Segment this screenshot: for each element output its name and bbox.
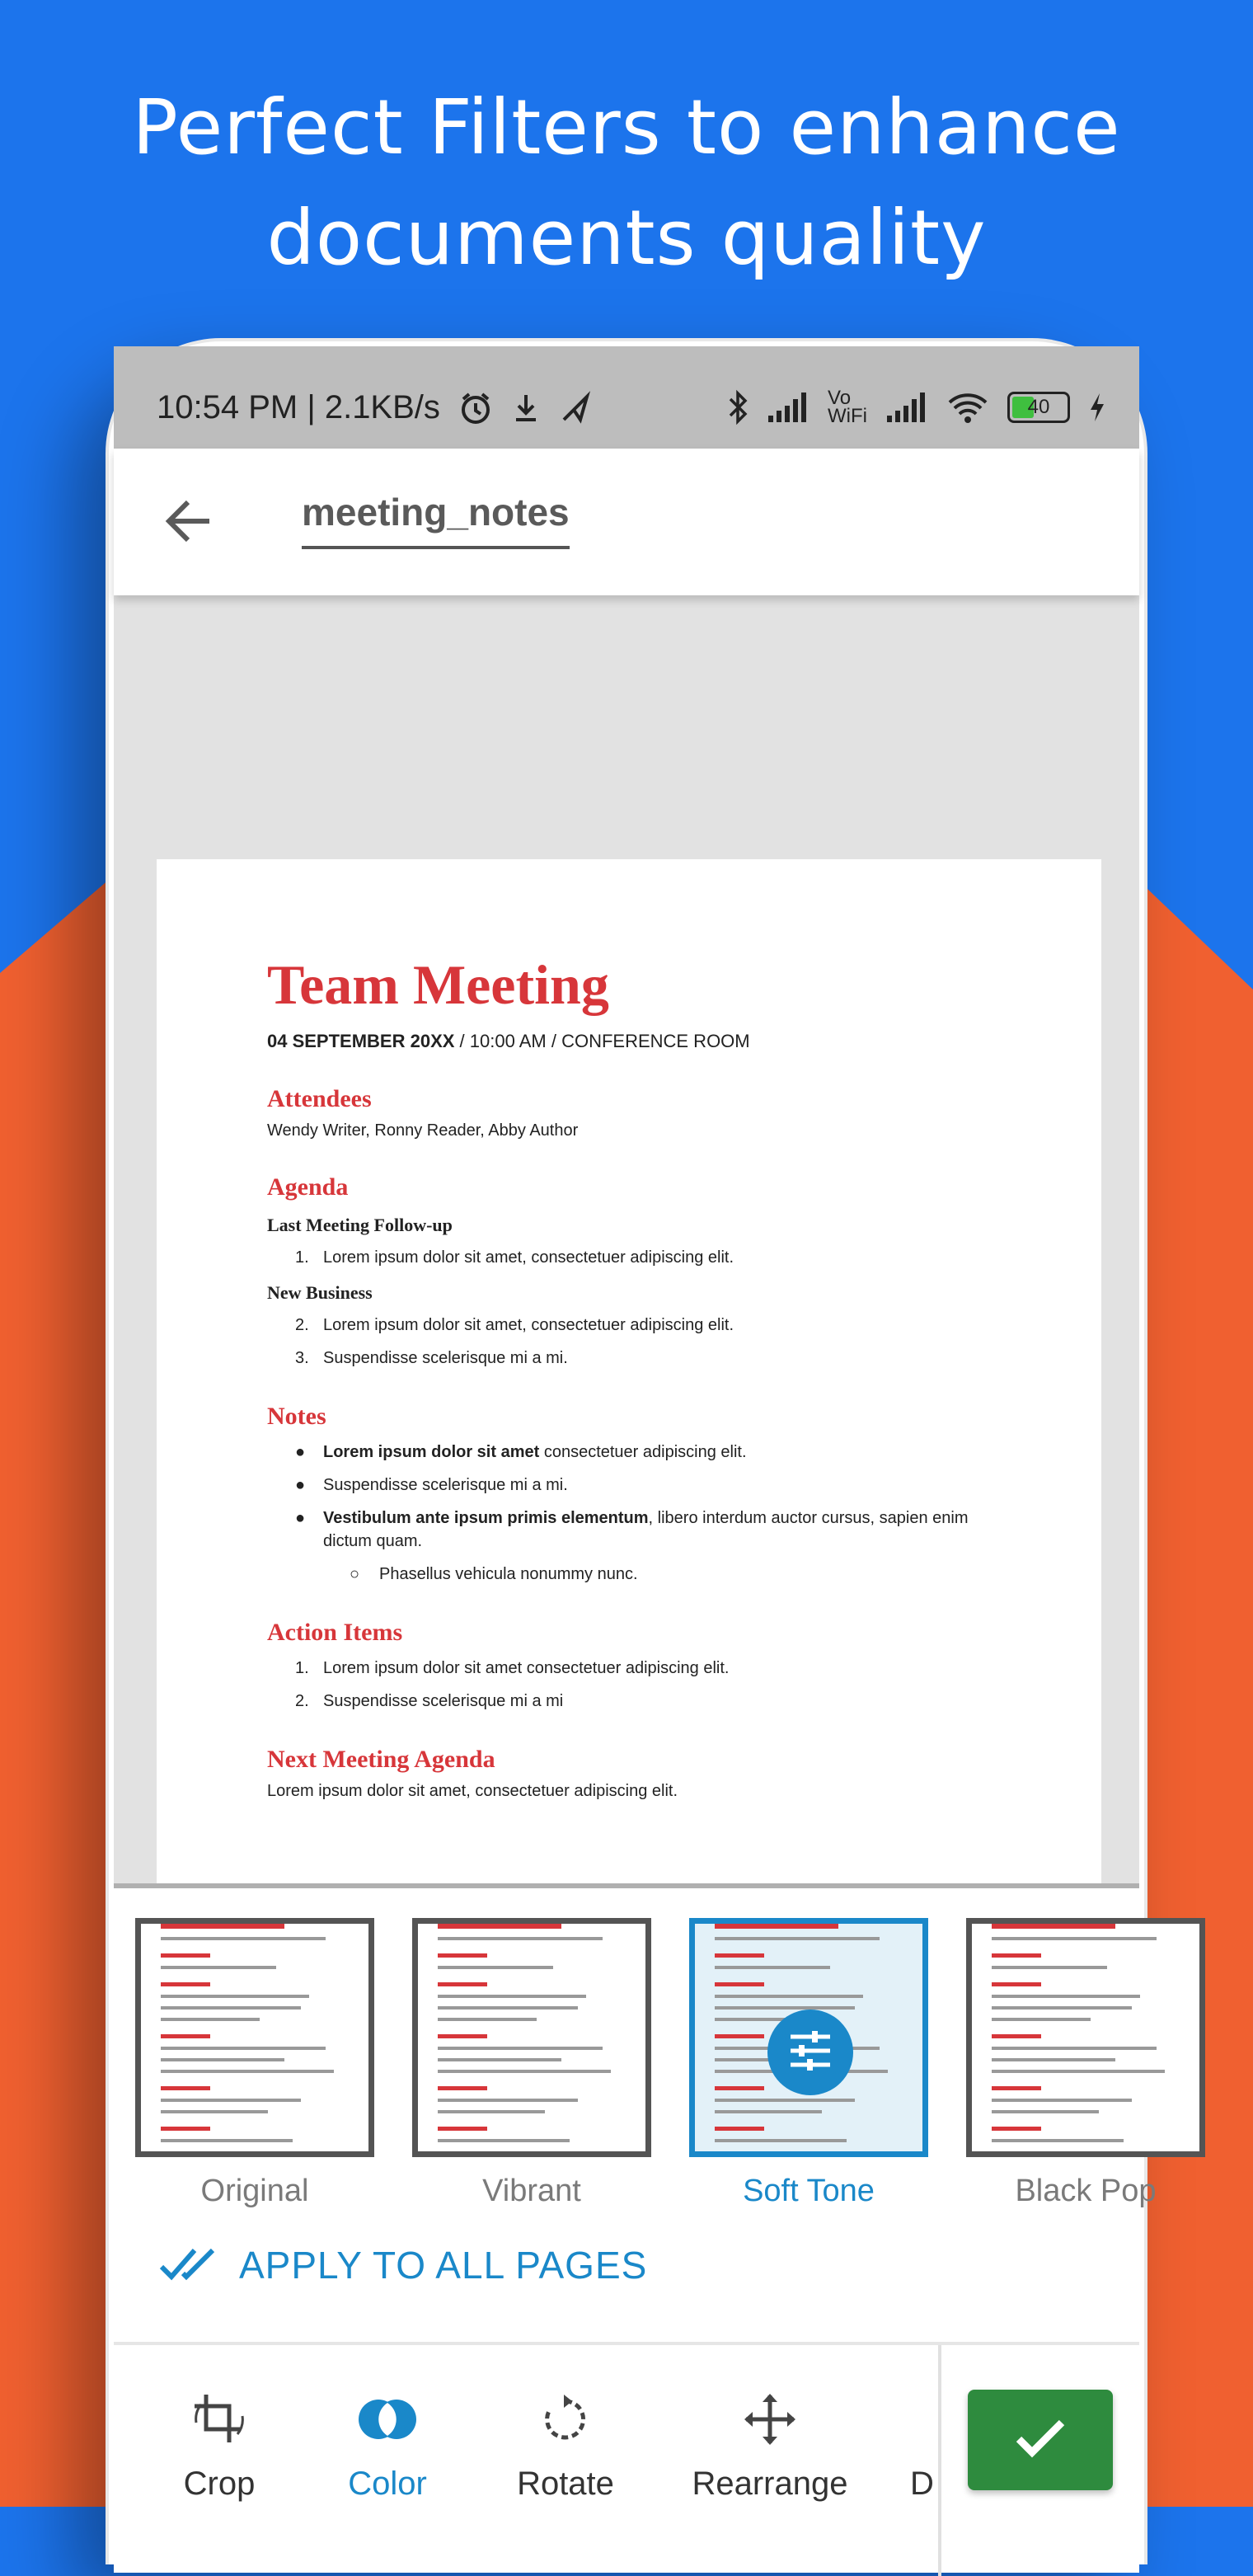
note-1: ● Lorem ipsum dolor sit amet consectetuer adipiscing elit. bbox=[295, 1443, 747, 1461]
agenda-subheading-2: New Business bbox=[267, 1282, 373, 1303]
vo-wifi-top: Vo bbox=[828, 387, 852, 409]
bluetooth-icon bbox=[727, 389, 749, 425]
rotate-icon bbox=[539, 2393, 592, 2450]
document-preview-area bbox=[114, 595, 1139, 1883]
filter-thumbnail bbox=[412, 1918, 651, 2157]
action-item-2: 2. Suspendisse scelerisque mi a mi bbox=[295, 1692, 564, 1710]
note-3: ● Vestibulum ante ipsum primis elementum, libero interdum auctor cursus, sapien enim dictum quam. bbox=[295, 1509, 969, 1550]
arrow-left-icon bbox=[163, 499, 213, 548]
date-bold: 04 SEPTEMBER 20XX bbox=[267, 1031, 455, 1051]
document-title: Team Meeting bbox=[267, 953, 609, 1016]
agenda-item-1: 1. Lorem ipsum dolor sit amet, consectetuer adipiscing elit. bbox=[295, 1248, 734, 1267]
filter-adjust-button[interactable] bbox=[767, 2010, 853, 2095]
filter-thumbnail bbox=[135, 1918, 374, 2157]
signal-icon-1 bbox=[767, 393, 810, 422]
alarm-icon bbox=[458, 391, 493, 425]
back-button[interactable] bbox=[155, 490, 221, 556]
document-name-input[interactable]: meeting_notes bbox=[302, 490, 570, 549]
headline-line-2: documents quality bbox=[266, 194, 987, 282]
apply-to-all-label: APPLY TO ALL PAGES bbox=[239, 2244, 648, 2287]
filter-black-pop[interactable] bbox=[966, 1918, 1205, 2209]
partial-tool[interactable] bbox=[856, 2388, 938, 2503]
signal-icon-2 bbox=[885, 393, 928, 422]
color-label: Color bbox=[348, 2466, 427, 2502]
phone-frame bbox=[106, 338, 1157, 2564]
agenda-item-2: 2. Lorem ipsum dolor sit amet, consectetuer adipiscing elit. bbox=[295, 1316, 734, 1334]
promo-headline bbox=[0, 73, 1253, 294]
sliders-icon bbox=[787, 2030, 833, 2075]
agenda-item-3: 3. Suspendisse scelerisque mi a mi. bbox=[295, 1349, 568, 1367]
crop-tool[interactable] bbox=[137, 2388, 302, 2503]
filter-label-vibrant: Vibrant bbox=[482, 2174, 581, 2208]
filter-strip bbox=[114, 1883, 1157, 2230]
rearrange-label: Rearrange bbox=[692, 2466, 848, 2502]
status-time-speed: 10:54 PM | 2.1KB/s bbox=[157, 389, 440, 425]
agenda-item-2-text: Lorem ipsum dolor sit amet, consectetuer adipiscing elit. bbox=[323, 1316, 734, 1334]
next-meeting-text: Lorem ipsum dolor sit amet, consectetuer adipiscing elit. bbox=[267, 1782, 678, 1800]
color-tool[interactable] bbox=[305, 2388, 470, 2503]
action-item-1: 1. Lorem ipsum dolor sit amet consectetuer adipiscing elit. bbox=[295, 1659, 730, 1677]
filter-thumbnail-selected bbox=[689, 1918, 928, 2157]
document-date bbox=[267, 1031, 1009, 1052]
wifi-icon bbox=[946, 391, 989, 424]
checkmark-icon bbox=[1015, 2418, 1066, 2463]
note-3-bold: Vestibulum ante ipsum primis elementum bbox=[323, 1509, 649, 1527]
action-item-2-text: Suspendisse scelerisque mi a mi bbox=[323, 1692, 564, 1710]
bottom-toolbar bbox=[114, 2342, 1139, 2573]
agenda-item-1-text: Lorem ipsum dolor sit amet, consectetuer adipiscing elit. bbox=[323, 1248, 734, 1267]
crop-icon bbox=[190, 2390, 249, 2453]
status-left bbox=[157, 389, 592, 426]
double-check-icon bbox=[158, 2245, 216, 2286]
note-3-sub-text: Phasellus vehicula nonummy nunc. bbox=[379, 1565, 638, 1583]
phone-screen bbox=[114, 346, 1157, 2564]
filter-label-original: Original bbox=[200, 2174, 309, 2208]
crop-label: Crop bbox=[183, 2466, 256, 2502]
filter-label-soft-tone: Soft Tone bbox=[743, 2174, 875, 2208]
attendees-text: Wendy Writer, Ronny Reader, Abby Author bbox=[267, 1121, 579, 1140]
vo-wifi-label bbox=[828, 389, 867, 425]
navigation-icon bbox=[559, 392, 592, 425]
status-right bbox=[727, 389, 1106, 425]
filter-thumbnail bbox=[966, 1918, 1205, 2157]
note-3-sub: ○ Phasellus vehicula nonummy nunc. bbox=[350, 1565, 638, 1583]
app-bar bbox=[114, 449, 1139, 595]
filter-vibrant[interactable] bbox=[412, 1918, 651, 2209]
note-3-rest: , libero interdum auctor cursus, sapien enim dictum quam. bbox=[323, 1509, 969, 1550]
move-arrows-icon bbox=[743, 2392, 797, 2451]
filter-soft-tone[interactable] bbox=[689, 1918, 928, 2209]
vo-wifi-bottom: WiFi bbox=[828, 405, 867, 427]
apply-to-all-pages-button[interactable] bbox=[158, 2243, 647, 2287]
note-2-text: Suspendisse scelerisque mi a mi. bbox=[323, 1476, 568, 1494]
status-bar bbox=[114, 346, 1139, 449]
toolbar-divider bbox=[938, 2345, 941, 2576]
action-items-heading: Action Items bbox=[267, 1619, 403, 1646]
document-content bbox=[267, 952, 1009, 1801]
attendees-heading: Attendees bbox=[267, 1085, 372, 1112]
agenda-subheading-1: Last Meeting Follow-up bbox=[267, 1215, 453, 1235]
battery-indicator bbox=[1007, 392, 1070, 423]
battery-level: 40 bbox=[1027, 396, 1050, 418]
partial-tool-label: D bbox=[910, 2466, 934, 2502]
download-icon bbox=[511, 392, 541, 425]
headline-line-1: Perfect Filters to enhance bbox=[132, 83, 1121, 172]
note-2: ● Suspendisse scelerisque mi a mi. bbox=[295, 1476, 568, 1494]
rearrange-tool[interactable] bbox=[671, 2388, 869, 2503]
note-1-rest: consectetuer adipiscing elit. bbox=[539, 1443, 747, 1461]
action-item-1-text: Lorem ipsum dolor sit amet consectetuer adipiscing elit. bbox=[323, 1659, 730, 1677]
filter-label-black-pop: Black Pop bbox=[1015, 2174, 1157, 2208]
date-rest: / 10:00 AM / CONFERENCE ROOM bbox=[454, 1031, 750, 1051]
filter-original[interactable] bbox=[135, 1918, 374, 2209]
notes-heading: Notes bbox=[267, 1403, 326, 1430]
agenda-item-3-text: Suspendisse scelerisque mi a mi. bbox=[323, 1349, 568, 1367]
color-icon bbox=[354, 2395, 421, 2448]
note-1-bold: Lorem ipsum dolor sit amet bbox=[323, 1443, 540, 1461]
rotate-label: Rotate bbox=[517, 2466, 614, 2502]
rotate-tool[interactable] bbox=[483, 2388, 648, 2503]
next-meeting-heading: Next Meeting Agenda bbox=[267, 1746, 495, 1773]
agenda-heading: Agenda bbox=[267, 1173, 349, 1201]
document-page bbox=[157, 859, 1101, 1898]
done-button[interactable] bbox=[968, 2390, 1113, 2490]
charging-icon bbox=[1088, 392, 1106, 423]
